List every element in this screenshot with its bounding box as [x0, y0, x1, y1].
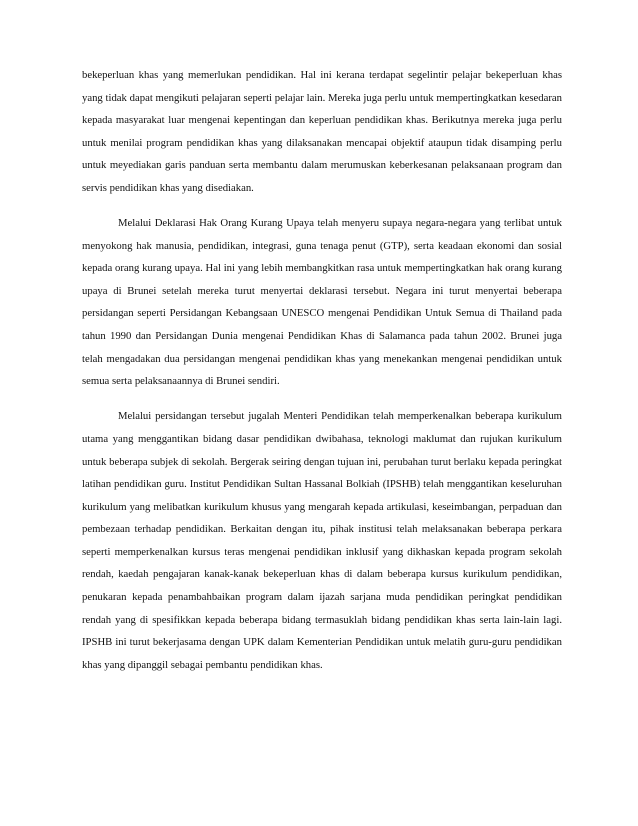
paragraph-continuation: bekeperluan khas yang memerlukan pendidikan. Hal ini kerana terdapat segelintir pelajar bekeperluan khas yang tidak dapat mengikuti pelajaran seperti pelajar lain. Mereka juga perlu untuk mempertingkatkan kesedaran kepada masyarakat luar mengenai kepentingan dan keperluan pendidikan khas. Berikutnya mereka juga perlu untuk menilai program pendidikan khas yang dilaksanakan mencapai objektif ataupun tidak disamping perlu untuk meyediakan garis panduan serta membantu dalam merumuskan keberkesanan pelaksanaan program dan servis pendidikan khas yang disediakan.: [82, 69, 562, 194]
paragraph-declaration: Melalui Deklarasi Hak Orang Kurang Upaya telah menyeru supaya negara-negara yang terlibat untuk menyokong hak manusia, pendidikan, integrasi, guna tenaga penut (GTP), serta keadaan ekonomi dan sosial kepada orang kurang upaya. Hal ini yang lebih membangkitkan rasa untuk mempertingkatkan hak orang kurang upaya di Brunei setelah mereka turut menyertai deklarasi tersebut. Negara ini turut menyertai beberapa persidangan seperti Persidangan Kebangsaan UNESCO mengenai Pendidikan Untuk Semua di Thailand pada tahun 1990 dan Persidangan Dunia mengenai Pendidikan Khas di Salamanca pada tahun 2002. Brunei juga telah mengadakan dua persidangan mengenai pendidikan khas yang menekankan mengenai pendidikan untuk semua serta pelaksanaannya di Brunei sendiri.: [82, 217, 562, 388]
paragraph-curriculum: Melalui persidangan tersebut jugalah Menteri Pendidikan telah memperkenalkan beberapa kurikulum utama yang menggantikan bidang dasar pendidikan dwibahasa, teknologi maklumat dan rujukan kurikulum untuk beberapa subjek di sekolah. Bergerak seiring dengan tujuan ini, perubahan turut berlaku kepada peringkat latihan pendidikan guru. Institut Pendidikan Sultan Hassanal Bolkiah (IPSHB) telah menggantikan keseluruhan kurikulum yang melibatkan kurikulum khusus yang mengarah kepada artikulasi, keseimbangan, perpaduan dan pembezaan terhadap pendidikan. Berkaitan dengan itu, pihak institusi telah melaksanakan beberapa perkara seperti memperkenalkan kursus teras mengenai pendidikan inklusif yang dikhaskan kepada program sekolah rendah, kaedah pengajaran kanak-kanak bekeperluan khas di dalam beberapa kursus kurikulum pendidikan, penukaran kepada penambahbaikan program dalam ijazah sarjana muda pendidikan peringkat pendidikan rendah yang di spesifikkan kepada beberapa bidang termasuklah bidang pendidikan khas serta lain-lain lagi. IPSHB ini turut bekerjasama dengan UPK dalam Kementerian Pendidikan untuk melatih guru-guru pendidikan khas yang dipanggil sebagai pembantu pendidikan khas.: [82, 410, 562, 671]
document-page: [82, 64, 562, 689]
